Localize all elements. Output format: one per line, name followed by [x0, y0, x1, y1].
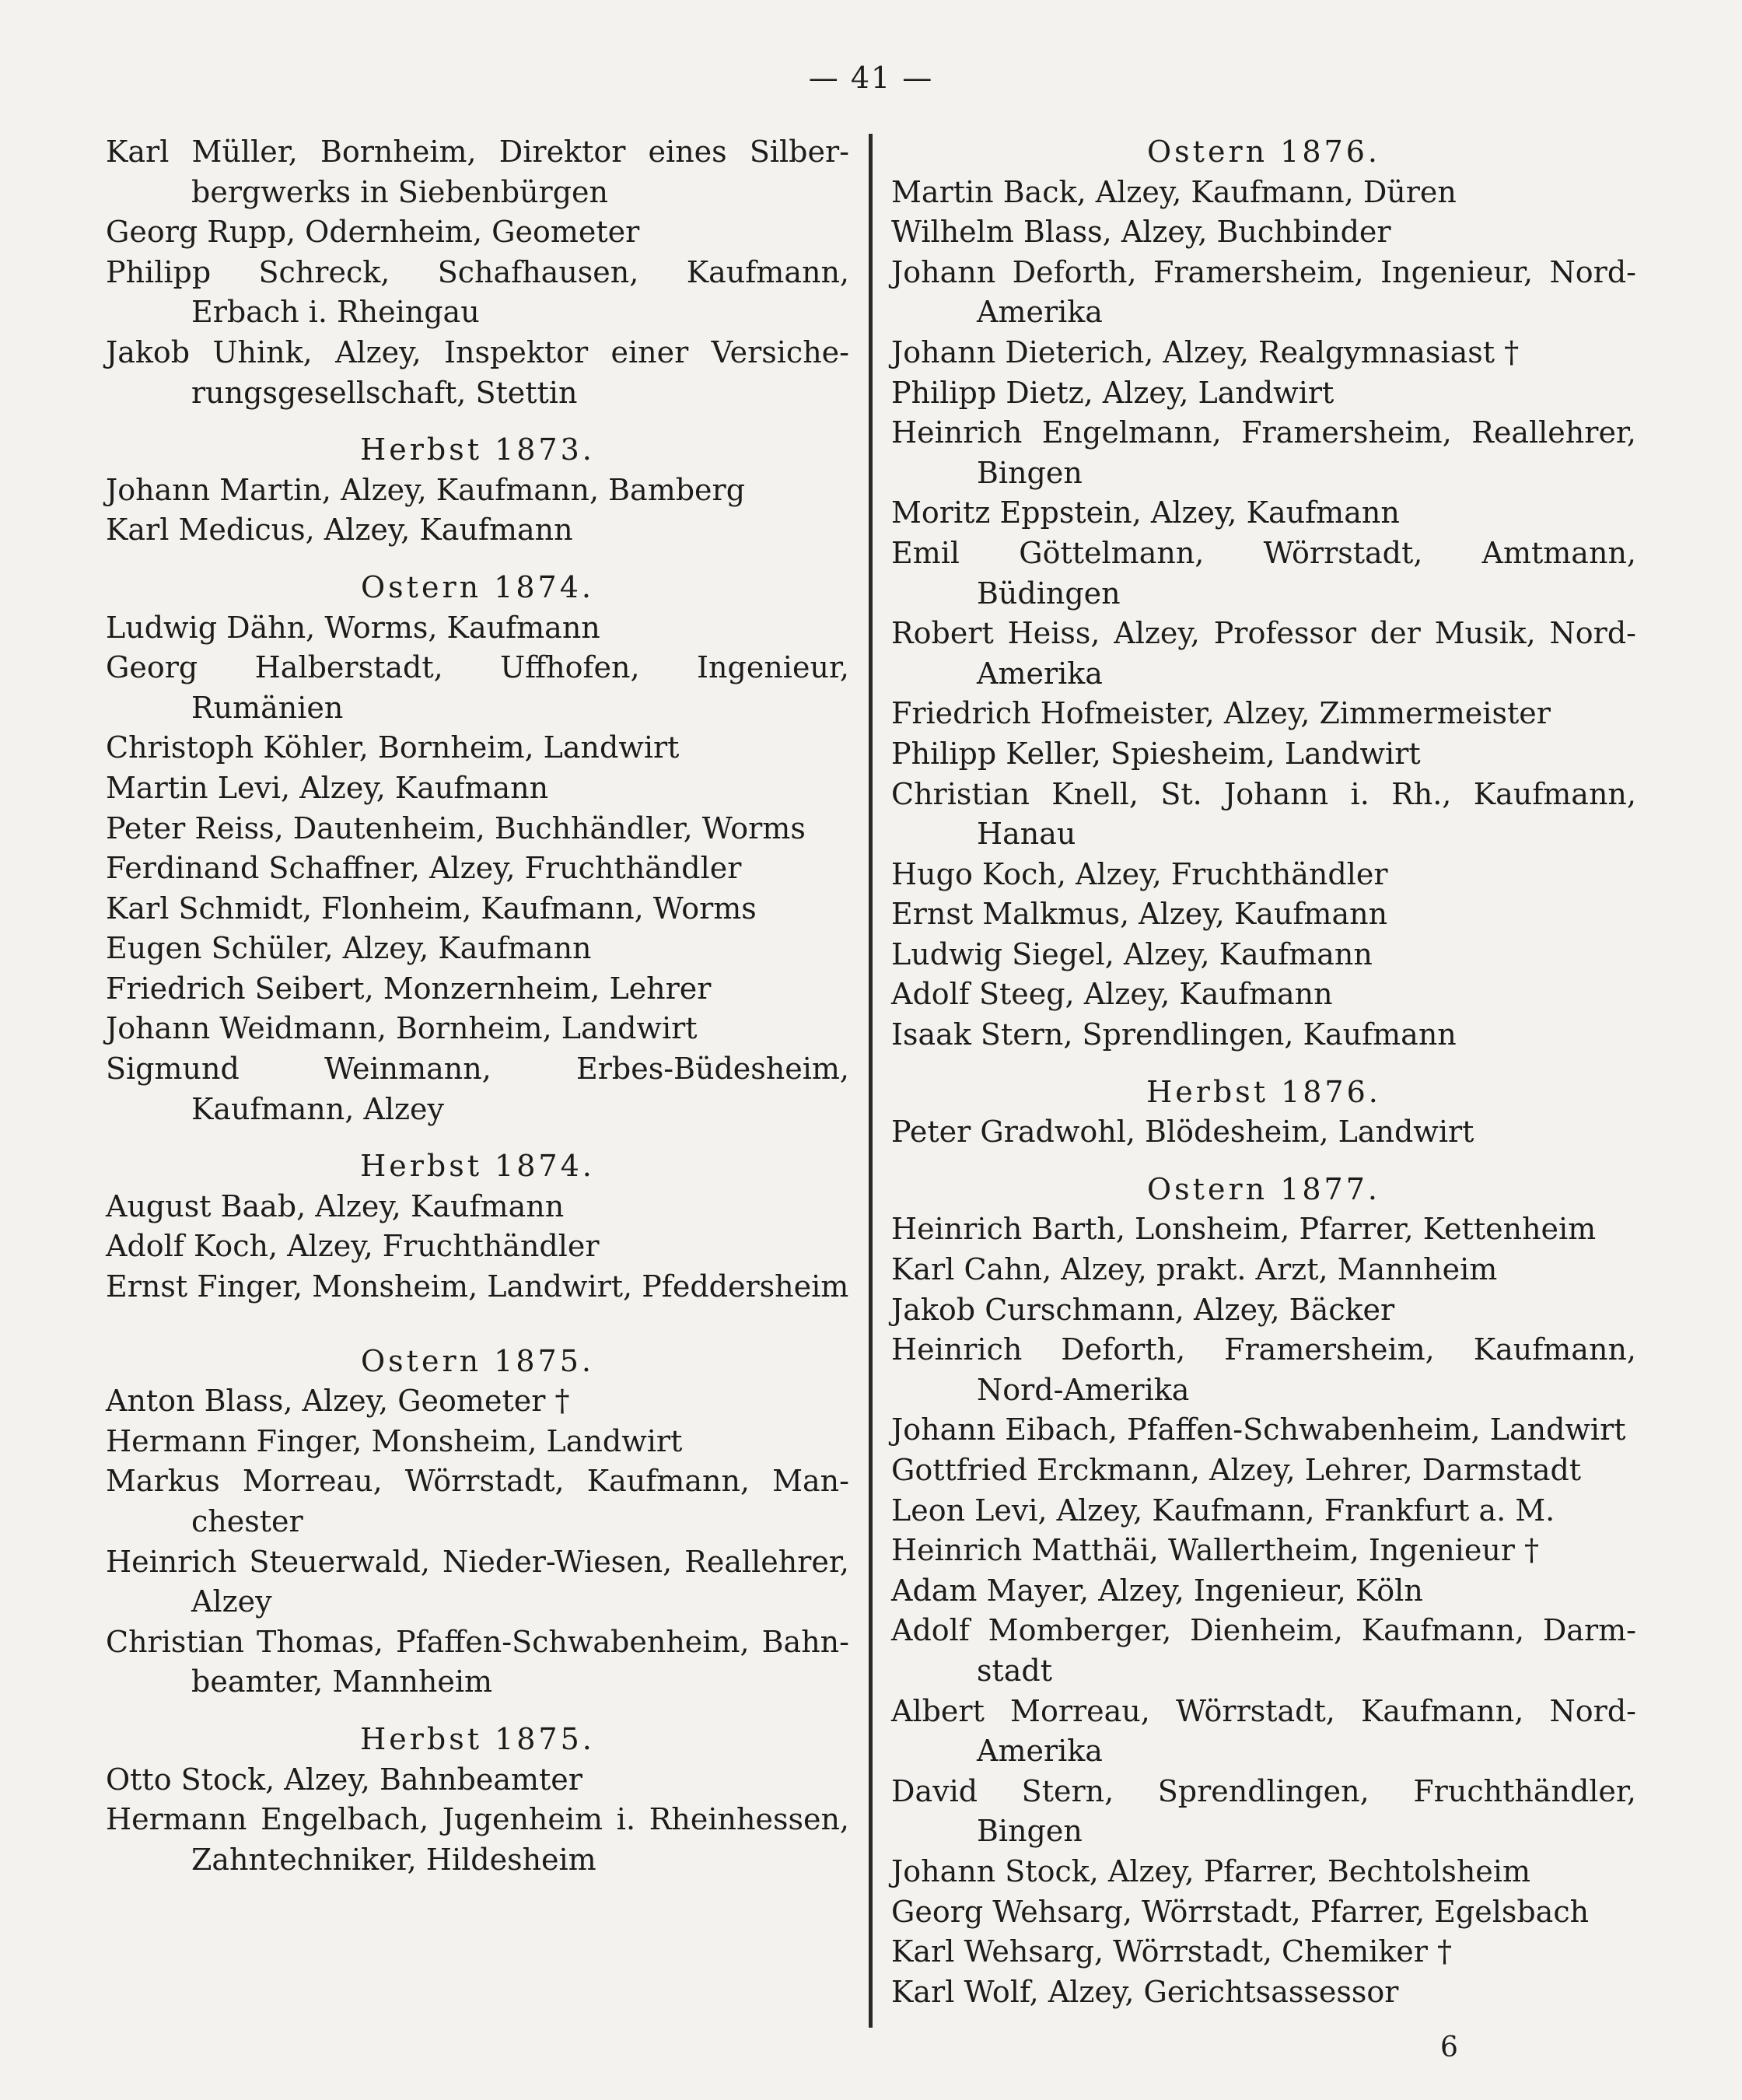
section-gap	[106, 551, 849, 568]
list-entry: Martin Levi, Alzey, Kaufmann	[106, 770, 549, 805]
right-column	[891, 132, 1636, 2012]
list-entry: Markus Morreau, Wörrstadt, Kaufmann, Manchester	[106, 1464, 849, 1538]
column-divider	[869, 134, 873, 2028]
list-entry: Karl Wolf, Alzey, Gerichtsassessor	[891, 1974, 1399, 2009]
list-entry: Christian Knell, St. Johann i. Rh., Kaufmann, Hanau	[891, 776, 1636, 852]
signature-mark: 6	[1440, 2032, 1458, 2063]
list-entry: Leon Levi, Alzey, Kaufmann, Frankfurt a. M.	[891, 1493, 1555, 1528]
list-entry: Ludwig Siegel, Alzey, Kaufmann	[891, 936, 1373, 971]
list-entry: Ludwig Dähn, Worms, Kaufmann	[106, 610, 600, 645]
list-entry: Adolf Koch, Alzey, Fruchthändler	[106, 1229, 600, 1264]
list-entry: Johann Deforth, Framersheim, Ingenieur, Nord-Amerika	[891, 254, 1636, 330]
list-entry: Adolf Steeg, Alzey, Kaufmann	[891, 977, 1333, 1012]
list-entry: Adam Mayer, Alzey, Ingenieur, Köln	[891, 1573, 1423, 1608]
list-entry: Hermann Finger, Monsheim, Landwirt	[106, 1423, 683, 1458]
list-entry: Jakob Curschmann, Alzey, Bäcker	[891, 1292, 1395, 1327]
list-entry: Heinrich Engelmann, Framersheim, Reallehrer, Bingen	[891, 415, 1636, 490]
list-entry: Heinrich Matthäi, Wallertheim, Ingenieur †	[891, 1533, 1540, 1568]
list-entry: Friedrich Seibert, Monzernheim, Lehrer	[106, 971, 712, 1006]
list-entry: Albert Morreau, Wörrstadt, Kaufmann, Nord-Amerika	[891, 1693, 1636, 1769]
list-entry: Johann Weidmann, Bornheim, Landwirt	[106, 1011, 698, 1046]
section-heading: Ostern 1874.	[361, 569, 594, 604]
section-heading: Ostern 1877.	[1147, 1171, 1380, 1206]
list-entry: Sigmund Weinmann, Erbes-Büdesheim, Kaufmann, Alzey	[106, 1052, 849, 1126]
list-entry: Wilhelm Blass, Alzey, Buchbinder	[891, 215, 1391, 250]
section-heading: Herbst 1874.	[360, 1149, 595, 1184]
list-entry: Christian Thomas, Pfaffen-Schwabenheim, Bahnbeamter, Mannheim	[106, 1624, 849, 1699]
list-entry: Heinrich Deforth, Framersheim, Kaufmann, Nord-Amerika	[891, 1332, 1636, 1407]
list-entry: Emil Göttelmann, Wörrstadt, Amtmann, Büdingen	[891, 535, 1636, 611]
list-entry: Ernst Malkmus, Alzey, Kaufmann	[891, 897, 1388, 932]
list-entry: August Baab, Alzey, Kaufmann	[106, 1188, 565, 1223]
list-entry: Ernst Finger, Monsheim, Landwirt, Pfeddersheim	[106, 1269, 849, 1304]
list-entry: Isaak Stern, Sprendlingen, Kaufmann	[891, 1017, 1457, 1052]
section-heading: Herbst 1873.	[360, 432, 595, 467]
section-heading: Ostern 1875.	[361, 1343, 594, 1378]
list-entry: Philipp Schreck, Schafhausen, Kaufmann, Erbach i. Rheingau	[106, 254, 849, 330]
list-entry: Jakob Uhink, Alzey, Inspektor einer Versicherungsgesellschaft, Stettin	[106, 334, 849, 410]
list-entry: Otto Stock, Alzey, Bahnbeamter	[106, 1762, 582, 1797]
list-entry: Karl Schmidt, Flonheim, Kaufmann, Worms	[106, 891, 757, 926]
list-entry: Heinrich Barth, Lonsheim, Pfarrer, Kettenheim	[891, 1212, 1597, 1247]
list-entry: Johann Dieterich, Alzey, Realgymnasiast †	[891, 334, 1520, 369]
list-entry: Adolf Momberger, Dienheim, Kaufmann, Darmstadt	[891, 1613, 1636, 1688]
section-heading: Herbst 1875.	[360, 1721, 595, 1756]
list-entry: Hugo Koch, Alzey, Fruchthändler	[891, 856, 1388, 891]
section-gap	[106, 1129, 849, 1146]
section-gap	[106, 413, 849, 430]
list-entry: David Stern, Sprendlingen, Fruchthändler, Bingen	[891, 1773, 1636, 1849]
list-entry: Eugen Schüler, Alzey, Kaufmann	[106, 931, 592, 966]
list-entry: Martin Back, Alzey, Kaufmann, Düren	[891, 174, 1457, 209]
list-entry: Johann Stock, Alzey, Pfarrer, Bechtolsheim	[891, 1853, 1530, 1888]
list-entry: Ferdinand Schaffner, Alzey, Fruchthändler	[106, 851, 742, 886]
list-entry: Philipp Keller, Spiesheim, Landwirt	[891, 736, 1421, 771]
left-column	[106, 132, 849, 1880]
list-entry: Georg Wehsarg, Wörrstadt, Pfarrer, Egelsbach	[891, 1894, 1590, 1929]
list-entry: Heinrich Steuerwald, Nieder-Wiesen, Reallehrer, Alzey	[106, 1544, 849, 1619]
section-heading: Ostern 1876.	[1147, 135, 1380, 169]
section-heading: Herbst 1876.	[1146, 1074, 1381, 1109]
list-entry: Philipp Dietz, Alzey, Landwirt	[891, 375, 1334, 410]
list-entry: Karl Cahn, Alzey, prakt. Arzt, Mannheim	[891, 1252, 1498, 1287]
list-entry: Peter Gradwohl, Blödesheim, Landwirt	[891, 1115, 1474, 1150]
list-entry: Karl Wehsarg, Wörrstadt, Chemiker †	[891, 1934, 1453, 1969]
list-entry: Anton Blass, Alzey, Geometer †	[106, 1384, 570, 1419]
list-entry: Friedrich Hofmeister, Alzey, Zimmermeister	[891, 696, 1551, 731]
section-gap	[106, 1307, 849, 1342]
list-entry: Christoph Köhler, Bornheim, Landwirt	[106, 730, 680, 765]
list-entry: Karl Medicus, Alzey, Kaufmann	[106, 513, 573, 548]
list-entry: Moritz Eppstein, Alzey, Kaufmann	[891, 495, 1400, 530]
list-entry: Robert Heiss, Alzey, Professor der Musik, Nord-Amerika	[891, 616, 1636, 691]
list-entry: Hermann Engelbach, Jugenheim i. Rheinhessen, Zahntechniker, Hildesheim	[106, 1802, 849, 1877]
list-entry: Karl Müller, Bornheim, Direktor eines Silberbergwerks in Siebenbürgen	[106, 135, 849, 209]
list-entry: Georg Rupp, Odernheim, Geometer	[106, 215, 640, 250]
section-gap	[106, 1703, 849, 1720]
list-entry: Georg Halberstadt, Uffhofen, Ingenieur, Rumänien	[106, 650, 849, 725]
page-number: — 41 —	[808, 61, 934, 95]
section-gap	[891, 1153, 1636, 1170]
section-gap	[891, 1055, 1636, 1073]
list-entry: Gottfried Erckmann, Alzey, Lehrer, Darmstadt	[891, 1453, 1582, 1487]
list-entry: Johann Eibach, Pfaffen-Schwabenheim, Landwirt	[891, 1412, 1626, 1447]
list-entry: Johann Martin, Alzey, Kaufmann, Bamberg	[106, 472, 746, 507]
list-entry: Peter Reiss, Dautenheim, Buchhändler, Worms	[106, 810, 806, 845]
